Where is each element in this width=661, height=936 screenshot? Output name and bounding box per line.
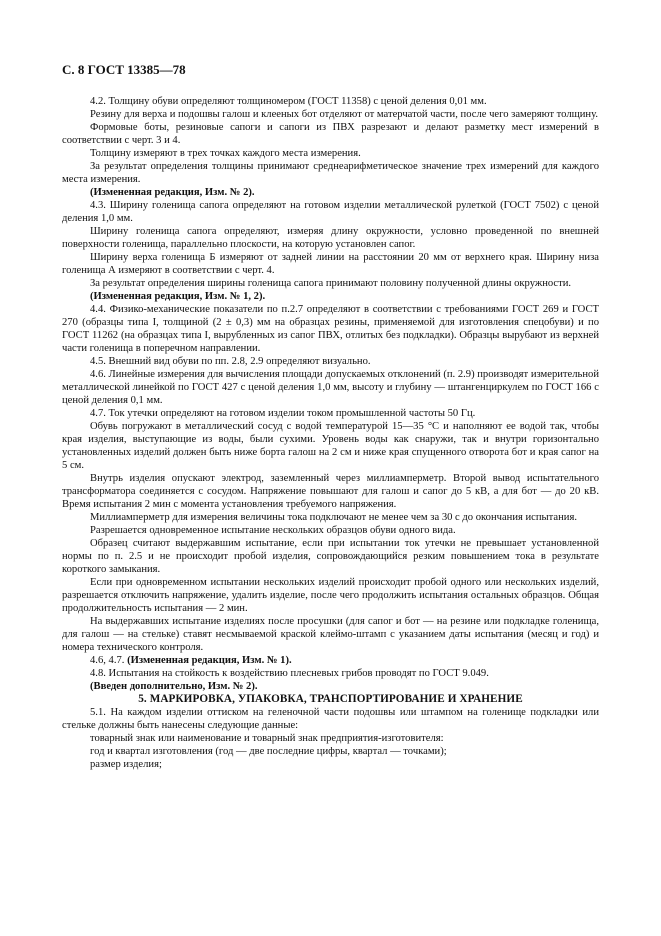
paragraph: 4.8. Испытания на стойкость к воздействию плесневых грибов проводят по ГОСТ 9.049.	[90, 668, 489, 679]
amendment-note	[62, 654, 599, 667]
paragraph: Ширину верха голенища Б измеряют от задней линии на расстоянии 20 мм от верхнего края. Ширину низа голенища А измеряют в соответствии с черт. 4.	[62, 252, 599, 276]
paragraph: На выдержавших испытание изделиях после просушки (для сапог и бот — на резине или подкладке голенища, для галош — на стельке) ставят несмываемой краской клеймо-штамп с указанием даты испытания (месяц и год) и номера технического контроля.	[62, 616, 599, 653]
paragraph: 4.4. Физико-механические показатели по п.2.7 определяют в соответствии с требованиями ГОСТ 269 и ГОСТ 270 (образцы типа I, толщиной (2 ± 0,3) мм на образцах резины, применяемой для изготовления спецобуви) и по ГОСТ 11262 (на образцах типа I, вырубленных из сапог ПВХ, отлитых без подкладки). Образцы вырубают из верхней части голенища в поперечном направлении.	[62, 304, 599, 354]
paragraph: Толщину измеряют в трех точках каждого места измерения.	[90, 148, 361, 159]
paragraph: Если при одновременном испытании нескольких изделий происходит пробой одного или нескольких изделий, разрешается отключить напряжение, удалить изделие, после чего продолжить испытания остальных образцов. Общая продолжительность испытания — 2 мин.	[62, 577, 599, 614]
paragraph: Миллиамперметр для измерения величины тока подключают не менее чем за 30 с до окончания испытания.	[90, 512, 577, 523]
paragraph: 4.5. Внешний вид обуви по пп. 2.8, 2.9 определяют визуально.	[90, 356, 371, 367]
paragraph: За результат определения ширины голенища сапога принимают половину полученной длины окружности.	[90, 278, 572, 289]
paragraph: 4.7. Ток утечки определяют на готовом изделии током промышленной частоты 50 Гц.	[90, 408, 476, 419]
page-header: С. 8 ГОСТ 13385—78	[62, 62, 186, 77]
amendment-note: (Измененная редакция, Изм. № 1, 2).	[90, 291, 266, 302]
paragraph: год и квартал изготовления (год — две последние цифры, квартал — точками);	[90, 746, 447, 757]
paragraph: Ширину голенища сапога определяют, измеряя длину окружности, условно проведенной по внешней поверхности голенища, параллельно плоскости, на которую установлен сапог.	[62, 226, 599, 250]
amendment-tail: (Измененная редакция, Изм. № 1).	[127, 655, 292, 666]
paragraph: товарный знак или наименование и товарный знак предприятия-изготовителя:	[90, 733, 444, 744]
paragraph: Образец считают выдержавшим испытание, если при испытании ток утечки не превышает установленной нормы по п. 2.5 и не происходит пробой изделия, сопровождающийся резким повышением тока в результате короткого замыкания.	[62, 538, 599, 575]
paragraph: 4.2. Толщину обуви определяют толщиномером (ГОСТ 11358) с ценой деления 0,01 мм.	[90, 96, 487, 107]
paragraph: 4.3. Ширину голенища сапога определяют на готовом изделии металлической рулеткой (ГОСТ 7502) с ценой деления 1,0 мм.	[62, 200, 599, 224]
paragraph: 5.1. На каждом изделии оттиском на геленочной части подошвы или штампом на голенище подкладки или стельке должны быть нанесены следующие данные:	[62, 707, 599, 731]
paragraph: Резину для верха и подошвы галош и клееных бот отделяют от матерчатой части, после чего замеряют толщину.	[90, 109, 598, 120]
paragraph: Формовые боты, резиновые сапоги и сапоги из ПВХ разрезают и делают разметку мест измерений в соответствии с черт. 3 и 4.	[62, 122, 599, 146]
paragraph: 4.6. Линейные измерения для вычисления площади допускаемых отклонений (п. 2.9) производят измерительной металлической линейкой по ГОСТ 427 с ценой деления 1,0 мм, высоту и глубину — штангенциркулем по ГОСТ 166 с ценой деления 0,1 мм.	[62, 369, 599, 406]
paragraph: размер изделия;	[90, 759, 162, 770]
paragraph: За результат определения толщины принимают среднеарифметическое значение трех измерений для каждого места измерения.	[62, 161, 599, 185]
paragraph: Внутрь изделия опускают электрод, заземленный через миллиамперметр. Второй вывод испытательного трансформатора соединяется с сосудом. Напряжение повышают для галош и сапог до 5 кВ, а для бот — до 20 кВ. Время испытания 2 мин с момента установления требуемого напряжения.	[62, 473, 599, 510]
section-title: 5. МАРКИРОВКА, УПАКОВКА, ТРАНСПОРТИРОВАНИЕ И ХРАНЕНИЕ	[138, 693, 523, 705]
paragraph: Обувь погружают в металлический сосуд с водой температурой 15—35 °С и наполняют ее водой так, чтобы края изделия, выступающие из воды, были сухими. Уровень воды как снаружи, так и внутри горизонтально установленных изделий должен быть ниже борта галош на 2 см и ниже края спущенного отворота бот и края сапог на 5 см.	[62, 421, 599, 471]
document-body	[62, 95, 599, 771]
paragraph: Разрешается одновременное испытание нескольких образцов обуви одного вида.	[90, 525, 456, 536]
amendment-note: (Измененная редакция, Изм. № 2).	[90, 187, 255, 198]
amendment-lead: 4.6, 4.7.	[90, 655, 125, 666]
introduction-note: (Введен дополнительно, Изм. № 2).	[90, 681, 258, 692]
